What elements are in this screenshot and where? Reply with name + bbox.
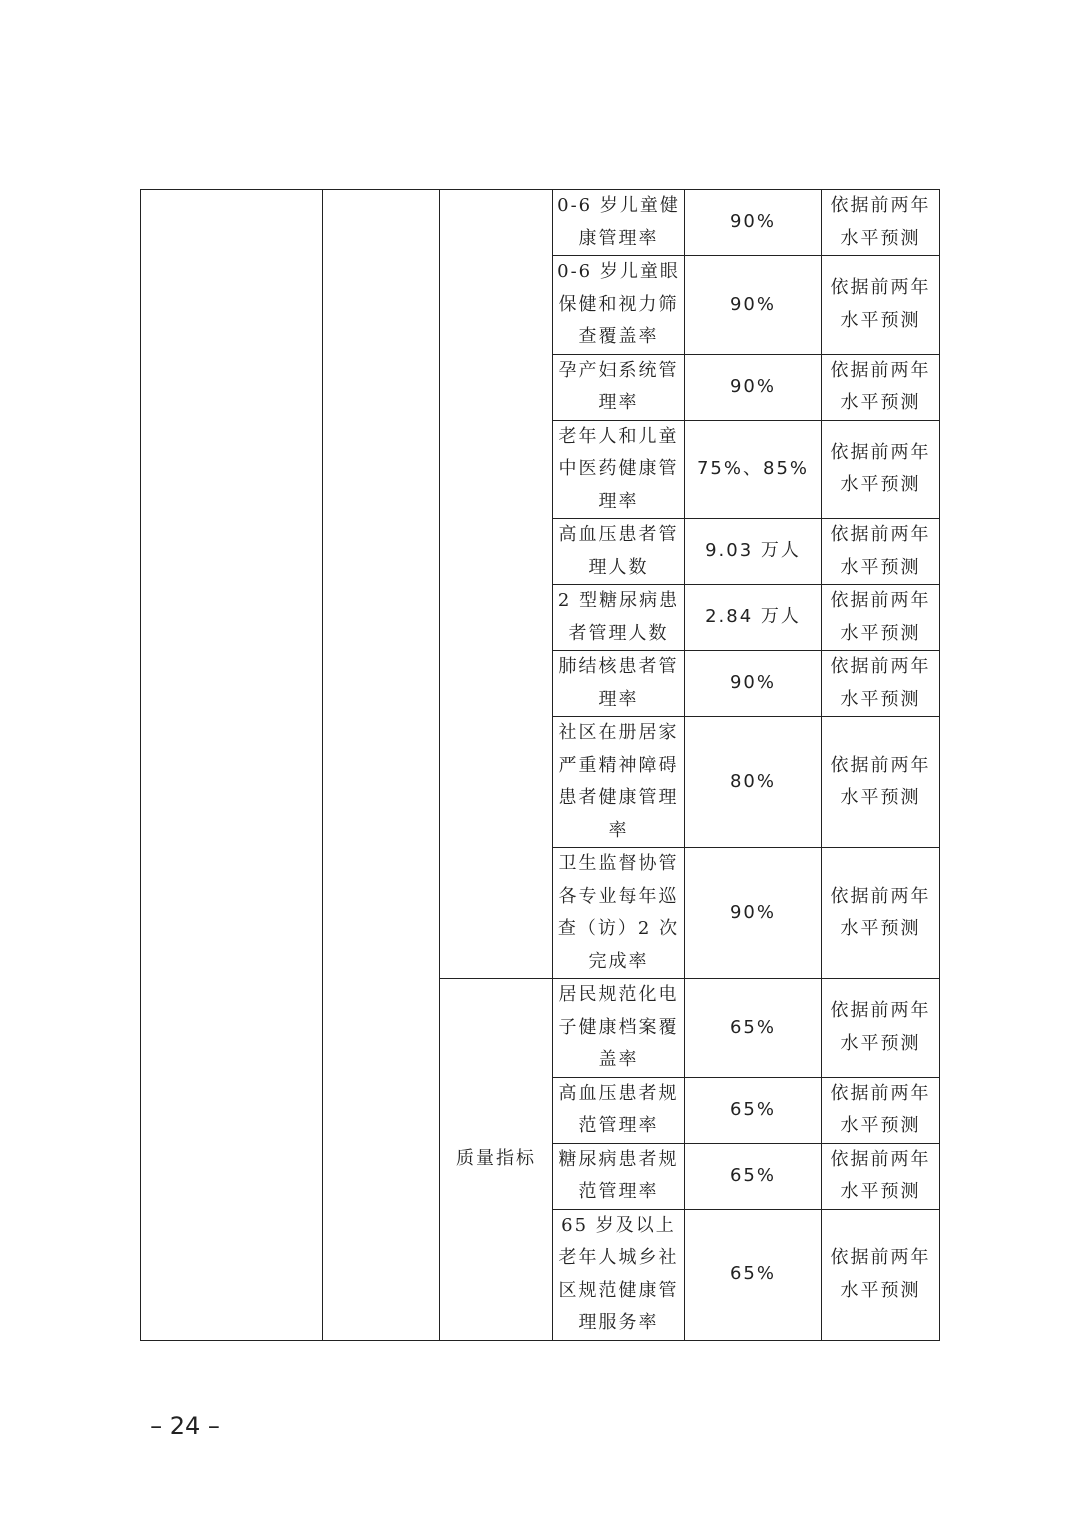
target-value-cell: 90%	[685, 256, 822, 355]
indicator-table	[140, 189, 940, 1341]
target-value-cell: 75%、85%	[685, 420, 822, 519]
basis-cell: 依据前两年水平预测	[822, 1143, 940, 1209]
indicator-cell: 肺结核患者管理率	[553, 651, 685, 717]
target-value-cell: 9.03 万人	[685, 519, 822, 585]
blank-column-2	[323, 190, 440, 1341]
basis-cell: 依据前两年水平预测	[822, 256, 940, 355]
indicator-cell: 高血压患者管理人数	[553, 519, 685, 585]
indicator-cell: 0-6 岁儿童眼保健和视力筛查覆盖率	[553, 256, 685, 355]
basis-cell: 依据前两年水平预测	[822, 420, 940, 519]
basis-cell: 依据前两年水平预测	[822, 354, 940, 420]
indicator-cell: 糖尿病患者规范管理率	[553, 1143, 685, 1209]
target-value-cell: 90%	[685, 848, 822, 979]
page-number: – 24 –	[150, 1412, 220, 1440]
basis-cell: 依据前两年水平预测	[822, 848, 940, 979]
target-value-cell: 65%	[685, 1143, 822, 1209]
basis-cell: 依据前两年水平预测	[822, 979, 940, 1078]
target-value-cell: 90%	[685, 190, 822, 256]
basis-cell: 依据前两年水平预测	[822, 651, 940, 717]
basis-cell: 依据前两年水平预测	[822, 717, 940, 848]
blank-group-cell	[440, 190, 553, 979]
basis-cell: 依据前两年水平预测	[822, 1077, 940, 1143]
indicator-cell: 0-6 岁儿童健康管理率	[553, 190, 685, 256]
target-value-cell: 2.84 万人	[685, 585, 822, 651]
target-value-cell: 90%	[685, 651, 822, 717]
basis-cell: 依据前两年水平预测	[822, 585, 940, 651]
blank-column-1	[141, 190, 323, 1341]
target-value-cell: 65%	[685, 979, 822, 1078]
indicator-cell: 孕产妇系统管理率	[553, 354, 685, 420]
indicator-cell: 社区在册居家严重精神障碍患者健康管理率	[553, 717, 685, 848]
basis-cell: 依据前两年水平预测	[822, 519, 940, 585]
target-value-cell: 65%	[685, 1077, 822, 1143]
indicator-cell: 65 岁及以上老年人城乡社区规范健康管理服务率	[553, 1209, 685, 1340]
indicator-cell: 居民规范化电子健康档案覆盖率	[553, 979, 685, 1078]
indicator-cell: 卫生监督协管各专业每年巡查（访）2 次完成率	[553, 848, 685, 979]
basis-cell: 依据前两年水平预测	[822, 190, 940, 256]
basis-cell: 依据前两年水平预测	[822, 1209, 940, 1340]
indicator-cell: 老年人和儿童中医药健康管理率	[553, 420, 685, 519]
target-value-cell: 65%	[685, 1209, 822, 1340]
target-value-cell: 90%	[685, 354, 822, 420]
indicator-cell: 高血压患者规范管理率	[553, 1077, 685, 1143]
target-value-cell: 80%	[685, 717, 822, 848]
quality-indicator-group-label: 质量指标	[440, 979, 553, 1341]
indicator-cell: 2 型糖尿病患者管理人数	[553, 585, 685, 651]
